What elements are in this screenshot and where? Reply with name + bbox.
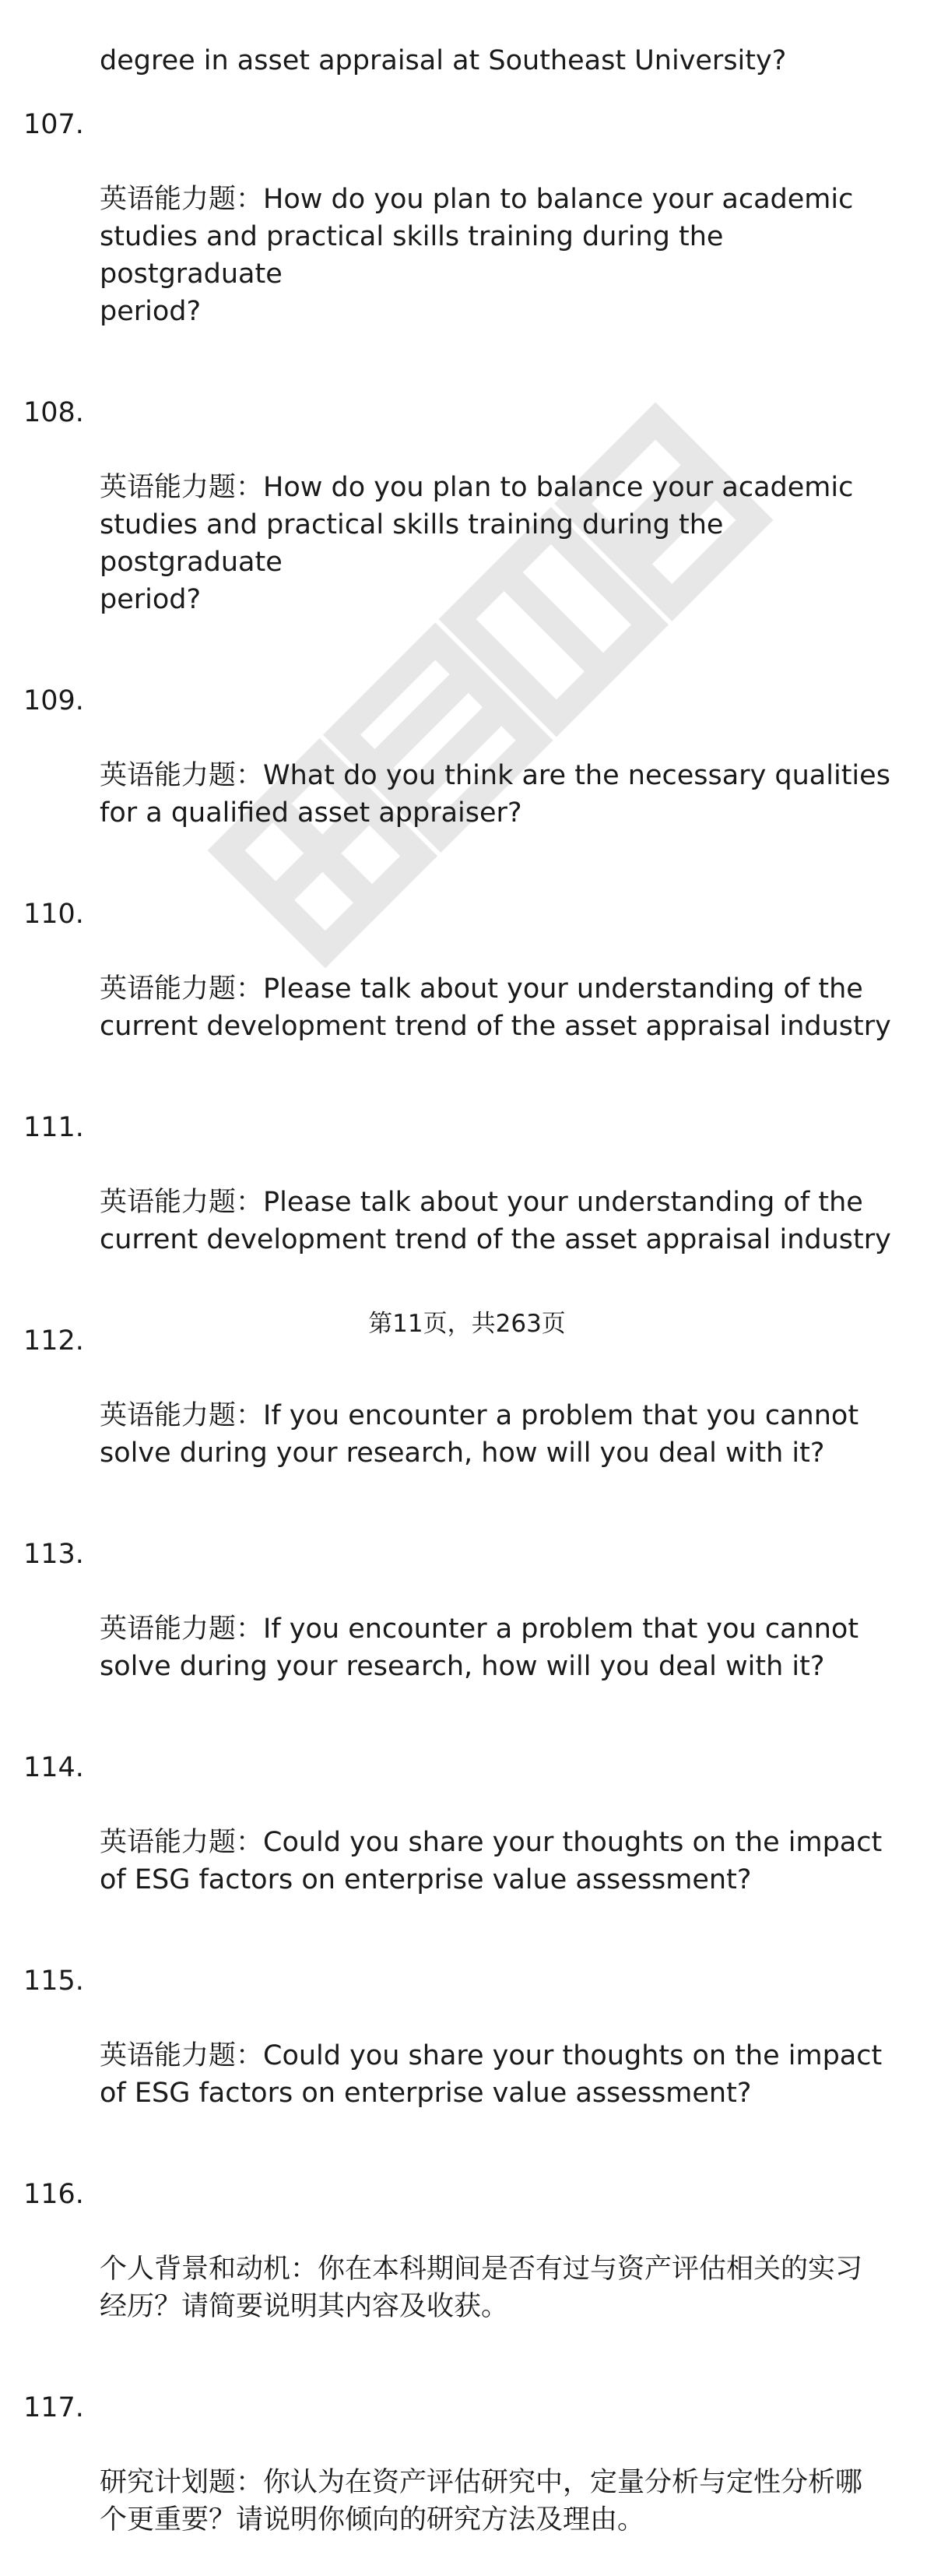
list-item	[0, 2176, 909, 2363]
item-text: 英语能力题：How do you plan to balance your academic studies and practical skills training during the postgraduate period?	[100, 184, 854, 327]
item-text: 英语能力题：Please talk about your understanding of the current development trend of the asset appraisal industry	[100, 1187, 891, 1255]
item-text: 英语能力题：Please talk about your understanding of the current development trend of the asset appraisal industry	[100, 973, 891, 1042]
item-number: 114.	[23, 1752, 84, 1783]
item-number: 107.	[23, 109, 84, 140]
list-item	[0, 1322, 909, 1509]
item-text: 英语能力题：If you encounter a problem that you cannot solve during your research, how will you deal with it?	[100, 1400, 859, 1469]
item-number: 110.	[23, 899, 84, 930]
list-item	[0, 1536, 909, 1723]
item-number: 111.	[23, 1112, 84, 1143]
list-item	[0, 2389, 909, 2576]
list-item	[0, 394, 909, 656]
list-item	[0, 106, 909, 368]
list-item	[0, 896, 909, 1082]
list-item	[0, 1962, 909, 2149]
item-text: 英语能力题：What do you think are the necessary qualities for a qualified asset appraiser?	[100, 760, 890, 829]
item-text: 英语能力题：Could you share your thoughts on the impact of ESG factors on enterprise value assessment?	[100, 2040, 883, 2109]
item-number: 115.	[23, 1965, 84, 1997]
item-number: 108.	[23, 397, 84, 428]
item-text: 英语能力题：If you encounter a problem that you cannot solve during your research, how will you deal with it?	[100, 1614, 859, 1682]
item-number: 113.	[23, 1539, 84, 1570]
list-item	[0, 1109, 909, 1296]
item-number: 116.	[23, 2179, 84, 2210]
item-text: 研究计划题：你认为在资产评估研究中，定量分析与定性分析哪 个更重要？请说明你倾向的研究方法及理由。	[100, 2467, 863, 2536]
list-item	[0, 1749, 909, 1936]
continuation-text: degree in asset appraisal at Southeast University?	[100, 45, 787, 76]
item-text: 英语能力题：Could you share your thoughts on the impact of ESG factors on enterprise value assessment?	[100, 1827, 883, 1895]
item-number: 109.	[23, 685, 84, 716]
item-text: 个人背景和动机：你在本科期间是否有过与资产评估相关的实习 经历？请简要说明其内容及收获。	[100, 2254, 863, 2322]
item-number: 112.	[23, 1325, 84, 1357]
page-footer: 第11页，共263页	[368, 1310, 566, 1338]
item-number: 117.	[23, 2392, 84, 2423]
item-text: 英语能力题：How do you plan to balance your academic studies and practical skills training during the postgraduate period?	[100, 472, 854, 615]
list-item	[0, 682, 909, 869]
